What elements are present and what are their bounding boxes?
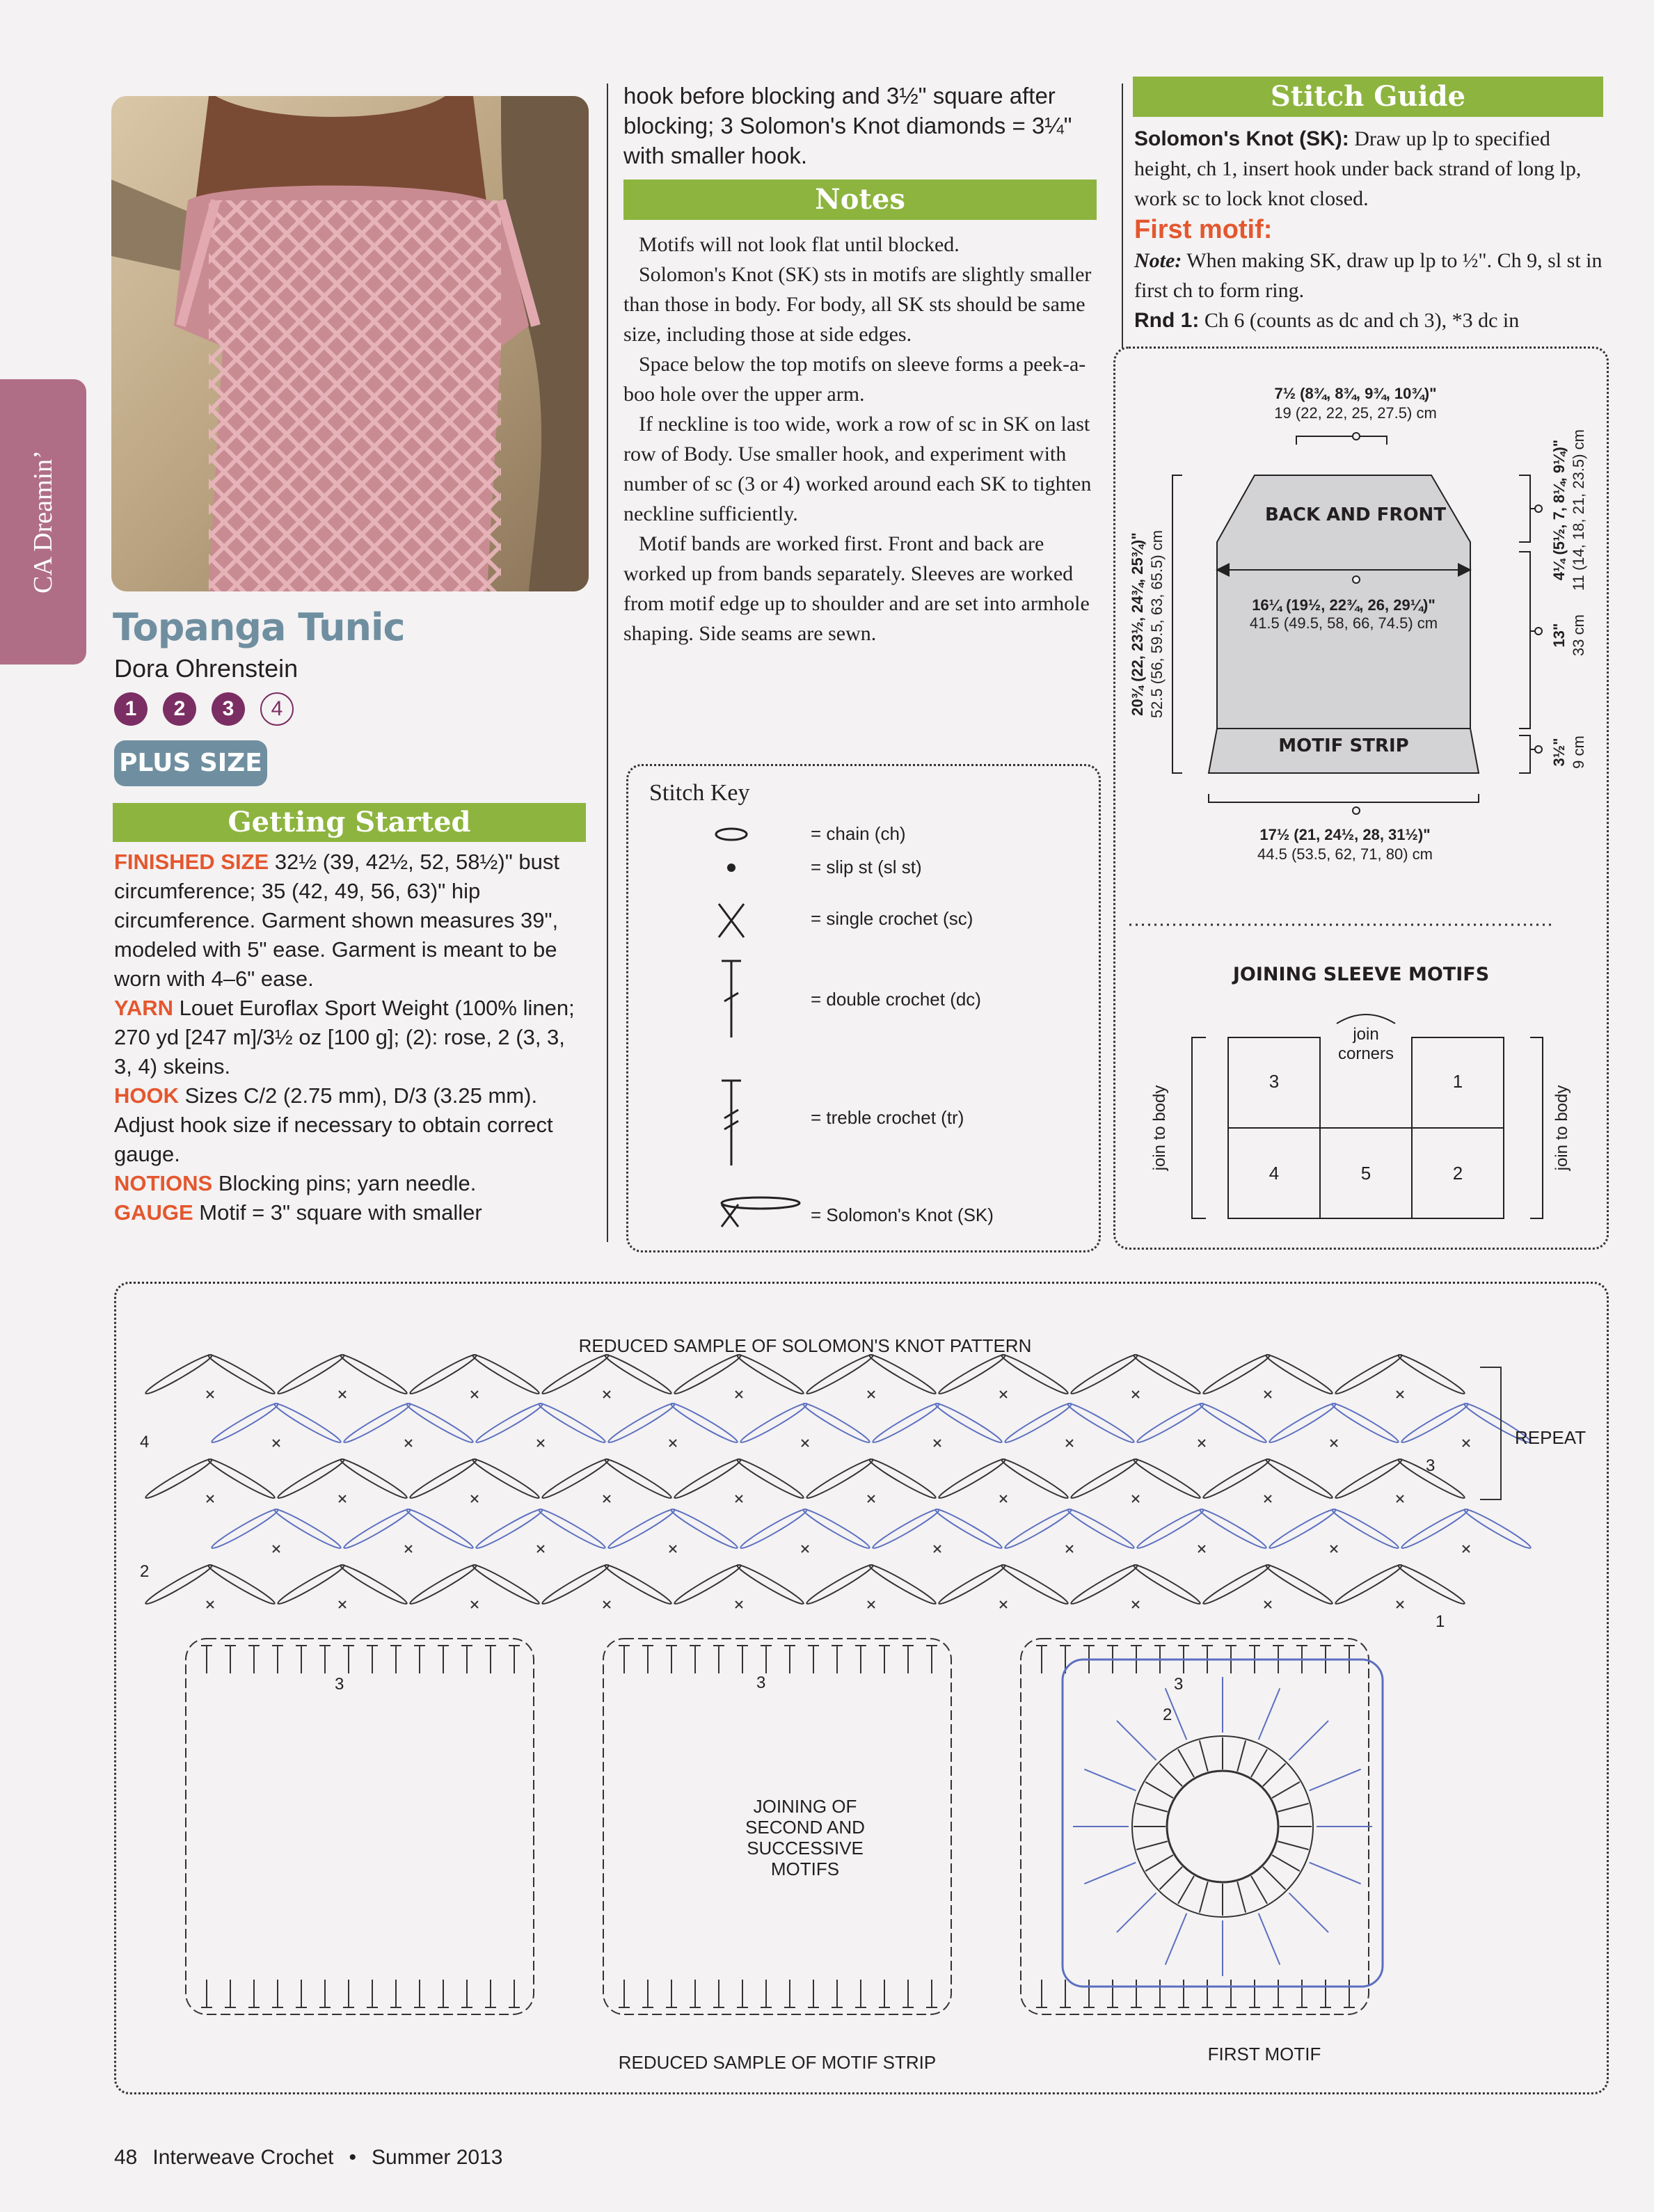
bullet: • (349, 2146, 357, 2169)
body-length-in: 13" (1550, 623, 1568, 648)
row-label-4: 4 (140, 1433, 150, 1451)
skill-levels (114, 692, 294, 726)
motif-cell-3: 3 (1269, 1071, 1280, 1092)
top-width-in: 7½ (8¾, 8¾, 9¾, 10¾)" (1274, 385, 1437, 402)
crochet-chart (114, 1282, 1609, 2094)
stitch-key-sc: = single crochet (sc) (811, 908, 973, 929)
body-width-in: 16¼ (19½, 22¾, 26, 29¼)" (1252, 596, 1436, 614)
pattern-title: Topanga Tunic (113, 605, 405, 649)
join-to-body-left: join to body (1150, 1085, 1169, 1171)
tunic-photo (111, 96, 589, 591)
join-to-body-right: join to body (1552, 1085, 1571, 1171)
column-divider-1 (607, 83, 608, 1242)
strip-label: MOTIF STRIP (1278, 735, 1409, 756)
motif-cell-1: 1 (1452, 1071, 1463, 1092)
solomons-knot-symbol (722, 1197, 800, 1227)
motif-cell-5: 5 (1360, 1163, 1371, 1184)
schematic-drawing (1115, 349, 1607, 1248)
length-cm: 52.5 (56, 59.5, 63, 65.5) cm (1148, 530, 1166, 719)
body-length-label (1550, 614, 1589, 656)
first-motif-heading: First motif: (1134, 215, 1273, 244)
length-label (1128, 530, 1167, 718)
note-paragraph: If neckline is too wide, work a row of sc in SK on last row of Body. Use smaller hook, and experiment with number of sc (3 or 4) worked around each SK to tighten neckline sufficiently. (623, 413, 1092, 525)
getting-started-body (114, 848, 587, 1227)
stitch-guide-body (1134, 124, 1605, 335)
treble-crochet-symbol (722, 1081, 741, 1165)
hook: HOOK Sizes C/2 (2.75 mm), D/3 (3.25 mm). Adjust hook size if necessary to obtain correct gauge. (114, 1083, 553, 1166)
finished-size: FINISHED SIZE 32½ (39, 42½, 52, 58½)" bust circumference; 35 (42, 49, 56, 63)" hip circumference. Garment shown measures 39", modeled with 5" ease. Garment is meant to be worn with 4–6" ease. (114, 850, 559, 991)
side-tab-label: CA Dreamin’ (29, 450, 58, 594)
note-paragraph: Solomon's Knot (SK) sts in motifs are slightly smaller than those in body. For body, all SK sts should be same size, including those at side edges. (623, 263, 1092, 346)
solomons-knot-definition: Solomon's Knot (SK): Draw up lp to specified height, ch 1, insert hook under back strand of long lp, work sc to lock knot closed. (1134, 127, 1582, 210)
bottom-width-cm: 44.5 (53.5, 62, 71, 80) cm (1257, 845, 1433, 863)
notions: NOTIONS Blocking pins; yarn needle. (114, 1171, 477, 1195)
schematic-box (1113, 347, 1609, 1250)
strip-height-label (1550, 735, 1589, 769)
strip-height-in: 3½" (1550, 738, 1568, 767)
strip-height-cm: 9 cm (1570, 735, 1587, 769)
footer (114, 2146, 502, 2170)
joining-motifs-label: JOINING OF SECOND AND SUCCESSIVE MOTIFS (745, 1796, 865, 1879)
motif-cell-2: 2 (1452, 1163, 1463, 1184)
skill-level-2: 2 (163, 692, 196, 726)
bottom-width-in: 17½ (21, 24½, 28, 31½)" (1259, 826, 1431, 843)
length-in: 20¾ (22, 23½, 24¾, 25¾)" (1129, 532, 1146, 716)
side-tab (0, 379, 86, 665)
skill-level-4: 4 (260, 692, 294, 726)
row-label-2: 2 (140, 1562, 150, 1581)
corners-label: corners (1337, 1044, 1394, 1063)
body-width-cm: 41.5 (49.5, 58, 66, 74.5) cm (1249, 614, 1438, 632)
armhole-cm: 11 (14, 18, 21, 23.5) cm (1570, 429, 1587, 591)
stitch-key-title: Stitch Key (649, 780, 750, 806)
note-paragraph: Motif bands are worked first. Front and back are worked up from bands separately. Sleeves are worked from motif edge up to shoulder and are set into armhole shaping. Side seams are sewn. (623, 532, 1090, 645)
stitch-key-tr: = treble crochet (tr) (811, 1107, 964, 1128)
plus-size-badge: PLUS SIZE (114, 740, 267, 786)
skill-level-1: 1 (114, 692, 148, 726)
slip-stitch-symbol (727, 864, 735, 872)
body-label: BACK AND FRONT (1264, 504, 1447, 525)
page-number: 48 (114, 2146, 138, 2169)
tunic-photo-image (111, 96, 589, 591)
skill-level-3: 3 (212, 692, 245, 726)
chart-title-bottom: REDUCED SAMPLE OF MOTIF STRIP (618, 2052, 937, 2073)
double-crochet-symbol (722, 961, 741, 1037)
single-crochet-symbol (719, 904, 744, 937)
stitch-key-slip: = slip st (sl st) (811, 857, 922, 877)
row-label-1: 1 (1436, 1612, 1445, 1631)
body-length-cm: 33 cm (1570, 614, 1587, 656)
join-label: join (1353, 1025, 1379, 1044)
stitch-key-sk: = Solomon's Knot (SK) (811, 1204, 994, 1225)
round-label-c: 3 (1174, 1675, 1184, 1694)
stitch-key-dc: = double crochet (dc) (811, 989, 981, 1010)
joining-title: JOINING SLEEVE MOTIFS (1232, 964, 1490, 985)
chart-title-top: REDUCED SAMPLE OF SOLOMON'S KNOT PATTERN (578, 1335, 1032, 1356)
magazine-name: Interweave Crochet (152, 2146, 334, 2169)
gauge-continued: hook before blocking and 3½" square after blocking; 3 Solomon's Knot diamonds = 3¼" with smaller hook. (623, 83, 1072, 168)
getting-started-heading: Getting Started (113, 803, 586, 842)
round-label-b: 3 (756, 1673, 766, 1692)
gauge: GAUGE Motif = 3" square with smaller (114, 1200, 482, 1225)
armhole-in: 4¼ (5½, 7, 8¼, 9¼)" (1550, 439, 1568, 581)
chain-symbol (716, 829, 747, 840)
round-1: Rnd 1: Ch 6 (counts as dc and ch 3), *3 dc in (1134, 309, 1520, 332)
column-divider-2 (1122, 83, 1123, 348)
armhole-label (1550, 429, 1589, 591)
first-motif-label: FIRST MOTIF (1207, 2044, 1321, 2064)
yarn: YARN Louet Euroflax Sport Weight (100% linen; 270 yd [247 m]/3½ oz [100 g]; (2): rose, 2 (3, 3, 3, 4) skeins. (114, 996, 575, 1079)
notes-body (623, 230, 1097, 649)
designer-name: Dora Ohrenstein (114, 654, 299, 683)
repeat-label: REPEAT (1515, 1427, 1587, 1448)
stitch-guide-heading: Stitch Guide (1133, 77, 1603, 117)
first-motif-note: Note: When making SK, draw up lp to ½". Ch 9, sl st in first ch to form ring. (1134, 249, 1603, 302)
top-width-cm: 19 (22, 22, 25, 27.5) cm (1274, 404, 1437, 422)
stitch-key-chain: = chain (ch) (811, 823, 906, 844)
round-label-d: 2 (1163, 1705, 1172, 1724)
note-paragraph: Motifs will not look flat until blocked. (639, 233, 960, 256)
round-label-a: 3 (335, 1675, 344, 1694)
issue: Summer 2013 (372, 2146, 503, 2169)
row-label-3: 3 (1426, 1456, 1436, 1475)
motif-cell-4: 4 (1269, 1163, 1280, 1184)
stitch-key (626, 764, 1101, 1252)
notes-heading: Notes (623, 180, 1097, 220)
note-paragraph: Space below the top motifs on sleeve forms a peek-a-boo hole over the upper arm. (623, 353, 1086, 406)
